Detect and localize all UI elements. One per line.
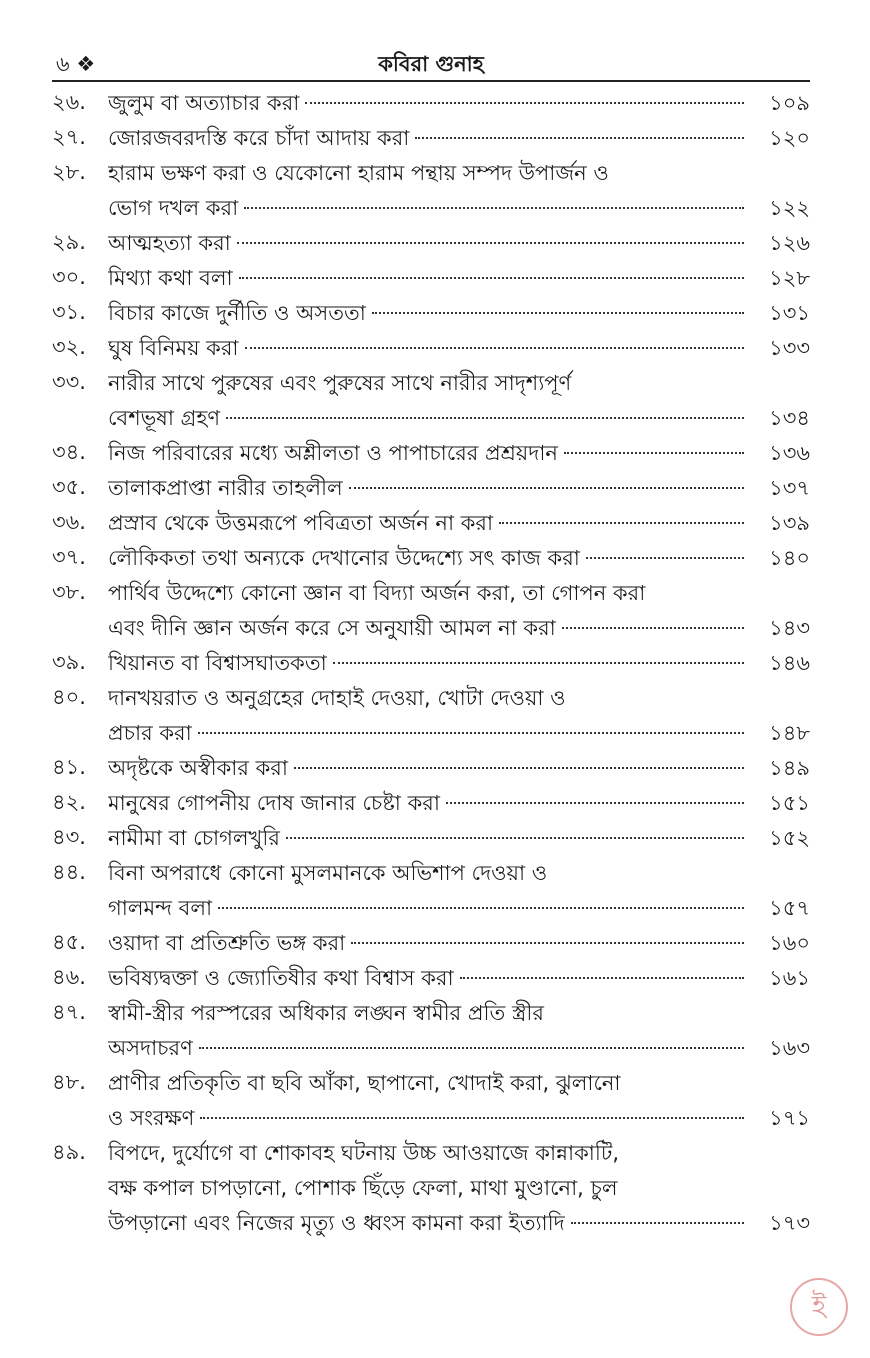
toc-entry (52, 821, 810, 856)
entry-number: ৩০. (52, 265, 86, 289)
page-number-mark: ৬ ❖ (56, 52, 96, 76)
entry-line: প্রাণীর প্রতিকৃতি বা ছবি আঁকা, ছাপানো, খোদাই করা, ঝুলানো (108, 1071, 621, 1095)
entry-line (108, 821, 810, 856)
entry-number: ৩১. (52, 300, 86, 324)
entry-number: ৪২. (52, 790, 86, 814)
toc-entry (52, 296, 810, 331)
entry-page-number: ১৩৭ (769, 476, 810, 500)
entry-title: নামীমা বা চোগলখুরি (108, 826, 280, 850)
toc-entry (52, 1136, 810, 1241)
entry-title: জোরজবরদস্তি করে চাঁদা আদায় করা (108, 126, 410, 150)
entry-number: ৩৯. (52, 650, 86, 674)
toc-entry (52, 786, 810, 821)
entry-line (108, 296, 810, 331)
entry-title: প্রচার করা (108, 721, 192, 745)
entry-number: ৩৬. (52, 510, 86, 534)
toc-entry (52, 856, 810, 926)
toc-entry (52, 1066, 810, 1136)
entry-number: ২৯. (52, 230, 86, 254)
entry-page-number: ১২৬ (769, 231, 810, 255)
toc-entry (52, 541, 810, 576)
entry-number: ৪৩. (52, 825, 86, 849)
entry-number: ৩৫. (52, 475, 86, 499)
entry-title: উপড়ানো এবং নিজের মৃত্যু ও ধ্বংস কামনা করা ইত্যাদি (108, 1211, 565, 1235)
entry-number: ৩৭. (52, 545, 86, 569)
entry-number: ২৬. (52, 90, 86, 114)
entry-line (108, 926, 810, 961)
entry-number: ৩৩. (52, 370, 86, 394)
entry-line (108, 646, 810, 681)
dot-leader (499, 522, 744, 524)
dot-leader (200, 1117, 744, 1119)
entry-page-number: ১৬৩ (769, 1036, 810, 1060)
dot-leader (586, 557, 744, 559)
entry-line: হারাম ভক্ষণ করা ও যেকোনো হারাম পন্থায় সম্পদ উপার্জন ও (108, 161, 609, 185)
entry-title: গালমন্দ বলা (108, 896, 213, 920)
entry-number: ২৮. (52, 160, 86, 184)
toc-entry (52, 646, 810, 681)
entry-number: ৪৯. (52, 1140, 86, 1164)
dot-leader (237, 242, 744, 244)
entry-title: ভোগ দখল করা (108, 196, 239, 220)
entry-line (108, 961, 810, 996)
page-header (52, 46, 810, 78)
toc-entry (52, 366, 810, 436)
entry-title: বিচার কাজে দুর্নীতি ও অসততা (108, 301, 366, 325)
dot-leader (351, 942, 744, 944)
dot-leader (372, 312, 744, 314)
toc-entry (52, 681, 810, 751)
entry-title: বেশভূষা গ্রহণ (108, 406, 221, 430)
stamp-glyph: ই (811, 1289, 827, 1322)
publisher-stamp (790, 1278, 848, 1336)
dot-leader (226, 417, 744, 419)
dot-leader (349, 487, 744, 489)
entry-title: আত্মহত্যা করা (108, 231, 231, 255)
entry-page-number: ১৪৩ (769, 616, 810, 640)
entry-line (108, 226, 810, 261)
entry-number: ৪৬. (52, 965, 86, 989)
dot-leader (294, 767, 744, 769)
entry-page-number: ১৪৬ (769, 651, 810, 675)
entry-page-number: ১৬১ (769, 966, 810, 990)
entry-line (108, 1206, 810, 1241)
entry-title: খিয়ানত বা বিশ্বাসঘাতকতা (108, 651, 327, 675)
entry-line (108, 541, 810, 576)
entry-line (108, 1031, 810, 1066)
entry-page-number: ১৩১ (769, 301, 810, 325)
entry-line (108, 786, 810, 821)
toc-entry (52, 261, 810, 296)
toc-entry (52, 471, 810, 506)
toc-entry (52, 751, 810, 786)
entry-title: ওয়াদা বা প্রতিশ্রুতি ভঙ্গ করা (108, 931, 346, 955)
entry-line (108, 891, 810, 926)
header-divider (52, 80, 810, 82)
dot-leader (415, 137, 744, 139)
entry-page-number: ১৩৬ (769, 441, 810, 465)
dot-leader (198, 732, 744, 734)
dot-leader (305, 102, 744, 104)
entry-line (108, 261, 810, 296)
entry-page-number: ১৩৪ (769, 406, 810, 430)
entry-number: ৪১. (52, 755, 86, 779)
toc-entry (52, 436, 810, 471)
entry-title: জুলুম বা অত্যাচার করা (108, 91, 300, 115)
entry-line: বিপদে, দুর্যোগে বা শোকাবহ ঘটনায় উচ্চ আওয়াজে কান্নাকাটি, (108, 1141, 620, 1165)
entry-title: মিথ্যা কথা বলা (108, 266, 233, 290)
toc-entry (52, 156, 810, 226)
entry-title: ভবিষ্যদ্বক্তা ও জ্যোতিষীর কথা বিশ্বাস করা (108, 966, 454, 990)
entry-line (108, 436, 810, 471)
entry-number: ৪৫. (52, 930, 86, 954)
entry-line: বিনা অপরাধে কোনো মুসলমানকে অভিশাপ দেওয়া ও (108, 861, 548, 885)
running-title: কবিরা গুনাহ (378, 52, 484, 76)
entry-line: বক্ষ কপাল চাপড়ানো, পোশাক ছিঁড়ে ফেলা, মাথা মুণ্ডানো, চুল (108, 1176, 618, 1200)
entry-line (108, 86, 810, 121)
entry-page-number: ১৩৯ (769, 511, 810, 535)
table-of-contents (52, 86, 810, 1241)
dot-leader (333, 662, 744, 664)
entry-title: ঘুষ বিনিময় করা (108, 336, 239, 360)
entry-line (108, 401, 810, 436)
entry-line (108, 751, 810, 786)
entry-line (108, 1101, 810, 1136)
entry-page-number: ১২২ (769, 196, 810, 220)
entry-page-number: ১৪৯ (769, 756, 810, 780)
entry-number: ৩৪. (52, 440, 86, 464)
dot-leader (218, 907, 744, 909)
entry-line: দানখয়রাত ও অনুগ্রহের দোহাই দেওয়া, খোটা দেওয়া ও (108, 686, 566, 710)
dot-leader (199, 1047, 744, 1049)
entry-page-number: ১৬০ (769, 931, 810, 955)
entry-title: প্রস্রাব থেকে উত্তমরূপে পবিত্রতা অর্জন না করা (108, 511, 494, 535)
toc-entry (52, 86, 810, 121)
dot-leader (564, 452, 744, 454)
entry-page-number: ১৭১ (769, 1106, 810, 1130)
entry-number: ৪৮. (52, 1070, 86, 1094)
entry-page-number: ১৪০ (769, 546, 810, 570)
entry-number: ৩৮. (52, 580, 86, 604)
entry-line (108, 716, 810, 751)
entry-page-number: ১২০ (769, 126, 810, 150)
toc-entry (52, 226, 810, 261)
entry-line (108, 611, 810, 646)
dot-leader (244, 207, 744, 209)
entry-title: অদৃষ্টকে অস্বীকার করা (108, 756, 288, 780)
entry-line (108, 471, 810, 506)
entry-title: অসদাচরণ (108, 1036, 193, 1060)
dot-leader (239, 277, 744, 279)
entry-number: ২৭. (52, 125, 86, 149)
entry-line: নারীর সাথে পুরুষের এবং পুরুষের সাথে নারীর সাদৃশ্যপূর্ণ (108, 371, 572, 395)
entry-title: মানুষের গোপনীয় দোষ জানার চেষ্টা করা (108, 791, 440, 815)
entry-title: তালাকপ্রাপ্তা নারীর তাহলীল (108, 476, 343, 500)
entry-number: ৪০. (52, 685, 86, 709)
toc-entry (52, 121, 810, 156)
entry-page-number: ১২৮ (769, 266, 810, 290)
entry-page-number: ১৫৭ (769, 896, 810, 920)
entry-line: পার্থিব উদ্দেশ্যে কোনো জ্ঞান বা বিদ্যা অর্জন করা, তা গোপন করা (108, 581, 646, 605)
entry-number: ৩২. (52, 335, 86, 359)
toc-entry (52, 996, 810, 1066)
entry-page-number: ১৪৮ (769, 721, 810, 745)
entry-line (108, 191, 810, 226)
dot-leader (571, 1222, 744, 1224)
entry-line: স্বামী-স্ত্রীর পরস্পরের অধিকার লঙ্ঘন স্বামীর প্রতি স্ত্রীর (108, 1001, 544, 1025)
dot-leader (446, 802, 744, 804)
entry-number: ৪৪. (52, 860, 86, 884)
entry-title: নিজ পরিবারের মধ্যে অশ্লীলতা ও পাপাচারের প্রশ্রয়দান (108, 441, 558, 465)
entry-line (108, 506, 810, 541)
entry-page-number: ১৫২ (769, 826, 810, 850)
dot-leader (460, 977, 744, 979)
toc-entry (52, 506, 810, 541)
entry-line (108, 331, 810, 366)
toc-entry (52, 576, 810, 646)
entry-page-number: ১৭৩ (769, 1211, 810, 1235)
dot-leader (245, 347, 744, 349)
toc-entry (52, 926, 810, 961)
toc-entry (52, 331, 810, 366)
entry-title: লৌকিকতা তথা অন্যকে দেখানোর উদ্দেশ্যে সৎ কাজ করা (108, 546, 580, 570)
dot-leader (286, 837, 744, 839)
entry-title: ও সংরক্ষণ (108, 1106, 195, 1130)
entry-page-number: ১০৯ (769, 91, 810, 115)
entry-number: ৪৭. (52, 1000, 86, 1024)
entry-title: এবং দীনি জ্ঞান অর্জন করে সে অনুযায়ী আমল না করা (108, 616, 556, 640)
toc-entry (52, 961, 810, 996)
entry-page-number: ১৩৩ (769, 336, 810, 360)
dot-leader (562, 627, 744, 629)
entry-line (108, 121, 810, 156)
entry-page-number: ১৫১ (769, 791, 810, 815)
